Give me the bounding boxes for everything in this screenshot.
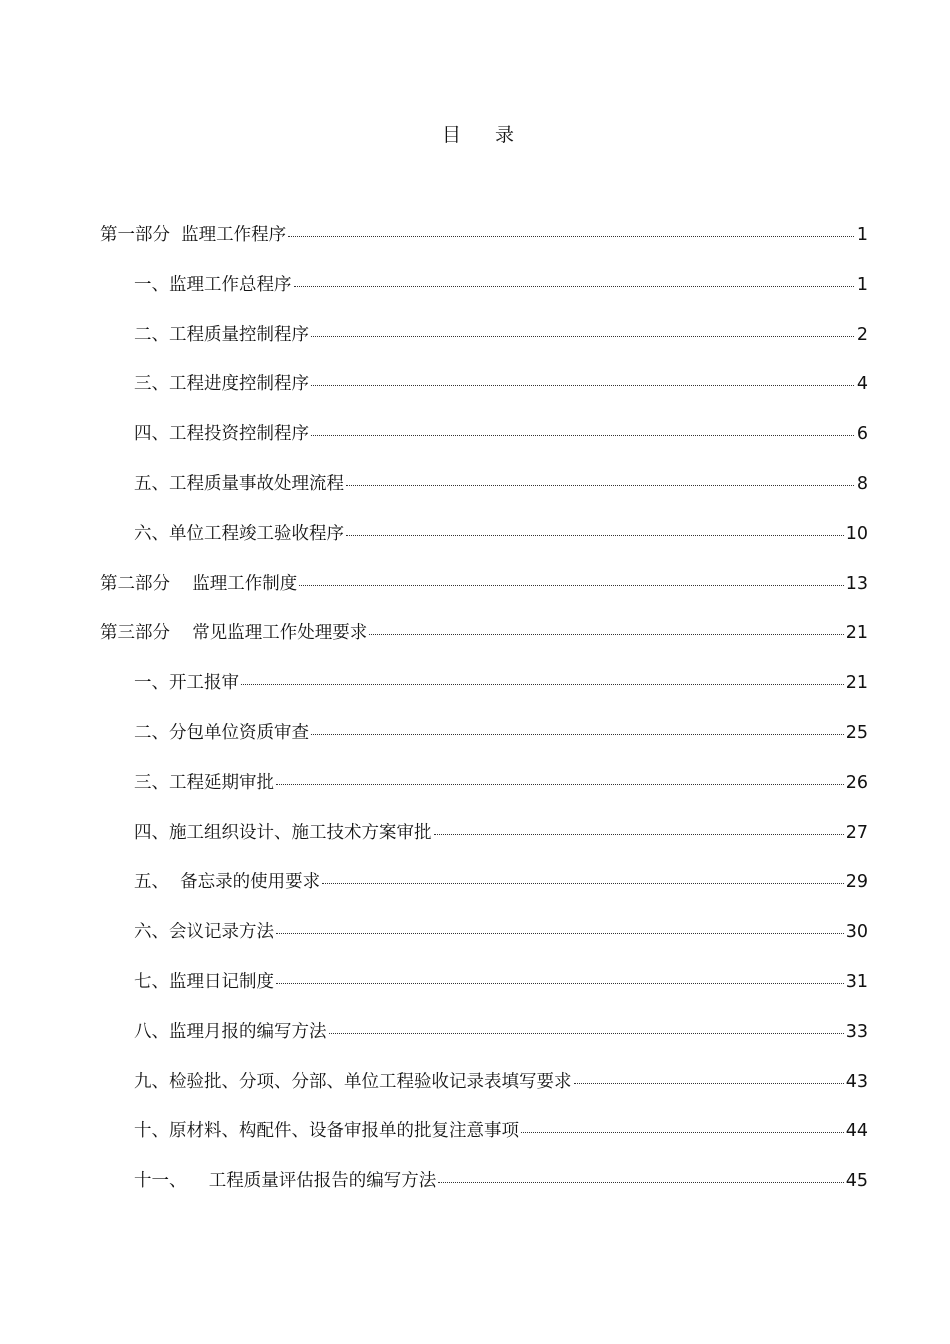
toc-entry-label: 第一部分 监理工作程序 xyxy=(100,225,287,245)
toc-entry-page: 29 xyxy=(845,872,868,893)
dot-leader xyxy=(434,834,844,835)
toc-entry-label: 第三部分 常见监理工作处理要求 xyxy=(100,623,368,644)
toc-entry-page: 43 xyxy=(845,1071,868,1092)
dot-leader xyxy=(329,1033,844,1034)
dot-leader xyxy=(369,634,843,635)
toc-entry-label: 四、工程投资控制程序 xyxy=(134,424,309,445)
toc-entry-label: 三、工程进度控制程序 xyxy=(134,374,309,395)
toc-entry[interactable] xyxy=(100,820,868,870)
dot-leader xyxy=(574,1083,844,1084)
dot-leader xyxy=(521,1132,844,1133)
toc-entry-label: 九、检验批、分项、分部、单位工程验收记录表填写要求 xyxy=(134,1071,572,1092)
toc-entry[interactable] xyxy=(100,670,868,720)
toc-entry-label: 六、单位工程竣工验收程序 xyxy=(134,523,344,544)
toc-entry-label: 七、监理日记制度 xyxy=(134,971,274,992)
dot-leader xyxy=(311,435,854,436)
toc-entry-page: 10 xyxy=(845,523,868,544)
dot-leader xyxy=(322,883,844,884)
dot-leader xyxy=(294,286,855,287)
toc-entry-label: 第二部分 监理工作制度 xyxy=(100,573,298,594)
dot-leader xyxy=(288,236,854,237)
toc-entry-page: 27 xyxy=(845,822,868,843)
toc-title: 目 录 xyxy=(441,124,529,146)
toc-entry-page: 44 xyxy=(845,1121,868,1142)
toc-entry-page: 21 xyxy=(845,673,868,694)
toc-entry-page: 31 xyxy=(845,971,868,992)
dot-leader xyxy=(276,983,844,984)
toc-entry-page: 1 xyxy=(856,225,868,245)
toc-entry[interactable] xyxy=(100,720,868,770)
toc-entry[interactable] xyxy=(100,1019,868,1069)
toc-entry-label: 二、工程质量控制程序 xyxy=(134,324,309,345)
toc-entry-label: 五、 备忘录的使用要求 xyxy=(134,872,321,893)
dot-leader xyxy=(299,585,843,586)
toc-entry[interactable] xyxy=(100,322,868,372)
dot-leader xyxy=(241,684,844,685)
toc-entry-page: 8 xyxy=(856,473,868,494)
toc-entry-label: 二、分包单位资质审查 xyxy=(134,722,309,743)
dot-leader xyxy=(276,784,844,785)
toc-entry[interactable] xyxy=(100,272,868,322)
toc-entry-page: 45 xyxy=(845,1171,868,1192)
toc-entry-label: 一、开工报审 xyxy=(134,673,239,694)
toc-entry[interactable] xyxy=(100,969,868,1019)
toc-entry-label: 三、工程延期审批 xyxy=(134,772,274,793)
toc-entry-page: 13 xyxy=(845,573,868,594)
dot-leader xyxy=(438,1182,843,1183)
toc-entry-page: 4 xyxy=(856,374,868,395)
toc-entry[interactable] xyxy=(100,620,868,670)
toc-entry-page: 6 xyxy=(856,424,868,445)
toc-entry[interactable] xyxy=(100,471,868,521)
toc-entry[interactable] xyxy=(100,1168,868,1218)
toc-entry-page: 26 xyxy=(845,772,868,793)
toc-entry[interactable] xyxy=(100,222,868,272)
table-of-contents xyxy=(100,222,868,1218)
toc-entry-label: 八、监理月报的编写方法 xyxy=(134,1021,327,1042)
toc-entry-label: 五、工程质量事故处理流程 xyxy=(134,473,344,494)
toc-entry[interactable] xyxy=(100,869,868,919)
toc-entry-page: 25 xyxy=(845,722,868,743)
dot-leader xyxy=(311,734,844,735)
toc-entry-label: 十、原材料、构配件、设备审报单的批复注意事项 xyxy=(134,1121,519,1142)
toc-entry-page: 33 xyxy=(845,1021,868,1042)
toc-entry[interactable] xyxy=(100,571,868,621)
dot-leader xyxy=(346,535,844,536)
toc-entry-page: 21 xyxy=(845,623,868,644)
toc-entry[interactable] xyxy=(100,371,868,421)
toc-entry-page: 30 xyxy=(845,922,868,943)
toc-entry-label: 一、监理工作总程序 xyxy=(134,274,292,295)
toc-entry-page: 2 xyxy=(856,324,868,345)
dot-leader xyxy=(276,933,844,934)
toc-entry[interactable] xyxy=(100,770,868,820)
toc-entry[interactable] xyxy=(100,919,868,969)
toc-entry-label: 十一、 工程质量评估报告的编写方法 xyxy=(134,1171,437,1192)
toc-entry[interactable] xyxy=(100,1069,868,1119)
toc-entry-label: 六、会议记录方法 xyxy=(134,922,274,943)
dot-leader xyxy=(346,485,854,486)
toc-entry[interactable] xyxy=(100,1118,868,1168)
toc-entry[interactable] xyxy=(100,521,868,571)
toc-entry[interactable] xyxy=(100,421,868,471)
toc-entry-page: 1 xyxy=(856,274,868,295)
toc-entry-label: 四、施工组织设计、施工技术方案审批 xyxy=(134,822,432,843)
dot-leader xyxy=(311,336,854,337)
dot-leader xyxy=(311,385,854,386)
